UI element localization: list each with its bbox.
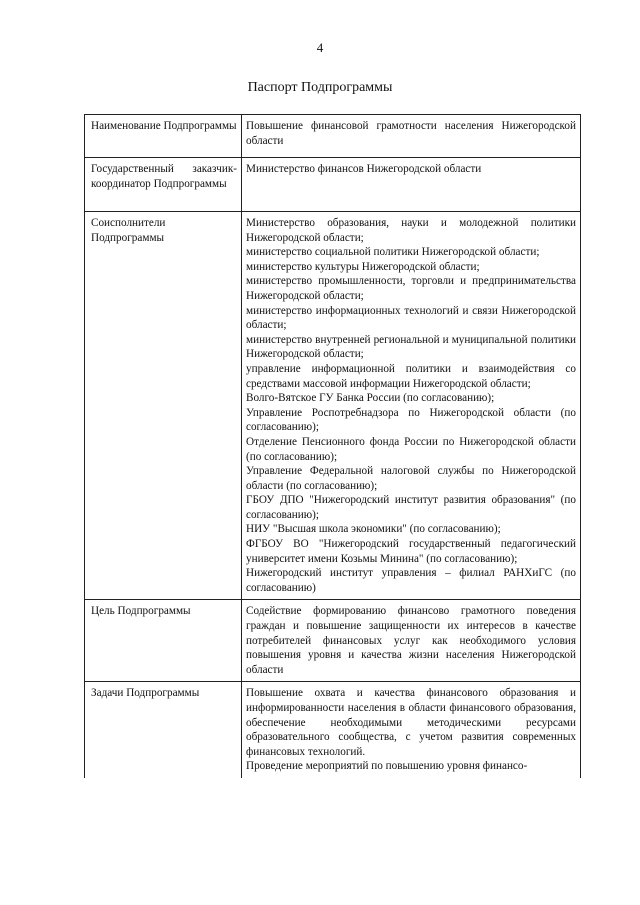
table-row xyxy=(85,212,581,600)
value-line: Волго-Вятское ГУ Банка России (по согласованию); xyxy=(246,392,495,405)
document-title: Паспорт Подпрограммы xyxy=(247,80,393,95)
row-label-coexecutors: Соисполнители Подпрограммы xyxy=(85,212,242,600)
value-line: управление информационной политики и взаимодействия со средствами массовой информации Нижегородской области; xyxy=(246,362,576,390)
value-line: Отделение Пенсионного фонда России по Нижегородской области (по согласованию); xyxy=(246,435,576,463)
row-label-tasks: Задачи Подпрограммы xyxy=(85,682,242,778)
value-line: министерство социальной политики Нижегородской области; xyxy=(246,246,540,259)
value-line: министерство культуры Нижегородской области; xyxy=(246,260,480,273)
row-value-goal xyxy=(242,600,581,682)
value-line: министерство информационных технологий и связи Нижегородской области; xyxy=(246,304,576,332)
value-line: Нижегородский институт управления – филиал РАНХиГС (по согласованию) xyxy=(246,567,576,594)
table-row xyxy=(85,158,581,212)
passport-table xyxy=(84,114,581,778)
row-value-coexecutors xyxy=(242,212,581,600)
value-line: Повышение охвата и качества финансового образования и информированности населения в области финансового образования, обеспечение необходимыми методическими ресурсами образовательного сообщества, с учетом развития современных финансовых технологий. xyxy=(246,687,576,758)
row-label-goal: Цель Подпрограммы xyxy=(85,600,242,682)
row-label-name: Наименование Подпрограммы xyxy=(85,115,242,158)
value-line: ГБОУ ДПО "Нижегородский институт развития образования" (по согласованию); xyxy=(246,494,576,521)
value-line: Управление Роспотребнадзора по Нижегородской области (по согласованию); xyxy=(246,406,576,434)
value-line: Управление Федеральной налоговой службы по Нижегородской области (по согласованию); xyxy=(246,465,576,492)
value-line: ФГБОУ ВО "Нижегородский государственный педагогический университет имени Козьмы Минина" (по согласованию); xyxy=(246,538,576,565)
row-value-customer xyxy=(242,158,581,212)
row-value-tasks xyxy=(242,682,581,778)
table-row xyxy=(85,115,581,158)
value-line: НИУ "Высшая школа экономики" (по согласованию); xyxy=(246,523,501,536)
value-line: министерство промышленности, торговли и предпринимательства Нижегородской области; xyxy=(246,275,576,302)
table-row xyxy=(85,600,581,682)
table-row xyxy=(85,682,581,778)
row-label-customer: Государственный заказчик-координатор Подпрограммы xyxy=(85,158,242,212)
value-line: Проведение мероприятий по повышению уровня финансо- xyxy=(246,760,528,773)
value-line: Министерство образования, науки и молодежной политики Нижегородской области; xyxy=(246,217,576,244)
page-number: 4 xyxy=(316,40,324,55)
value-line: Министерство финансов Нижегородской области xyxy=(246,163,482,175)
row-value-name xyxy=(242,115,581,158)
value-line: Повышение финансовой грамотности населения Нижегородской области xyxy=(246,120,576,147)
value-line: Содействие формированию финансово грамотного поведения граждан и повышение защищенности их интересов в качестве потребителей финансовых услуг как необходимого условия повышения уровня и качества жизни населения Нижегородской области xyxy=(246,605,576,676)
value-line: министерство внутренней региональной и муниципальной политики Нижегородской области; xyxy=(246,333,576,361)
